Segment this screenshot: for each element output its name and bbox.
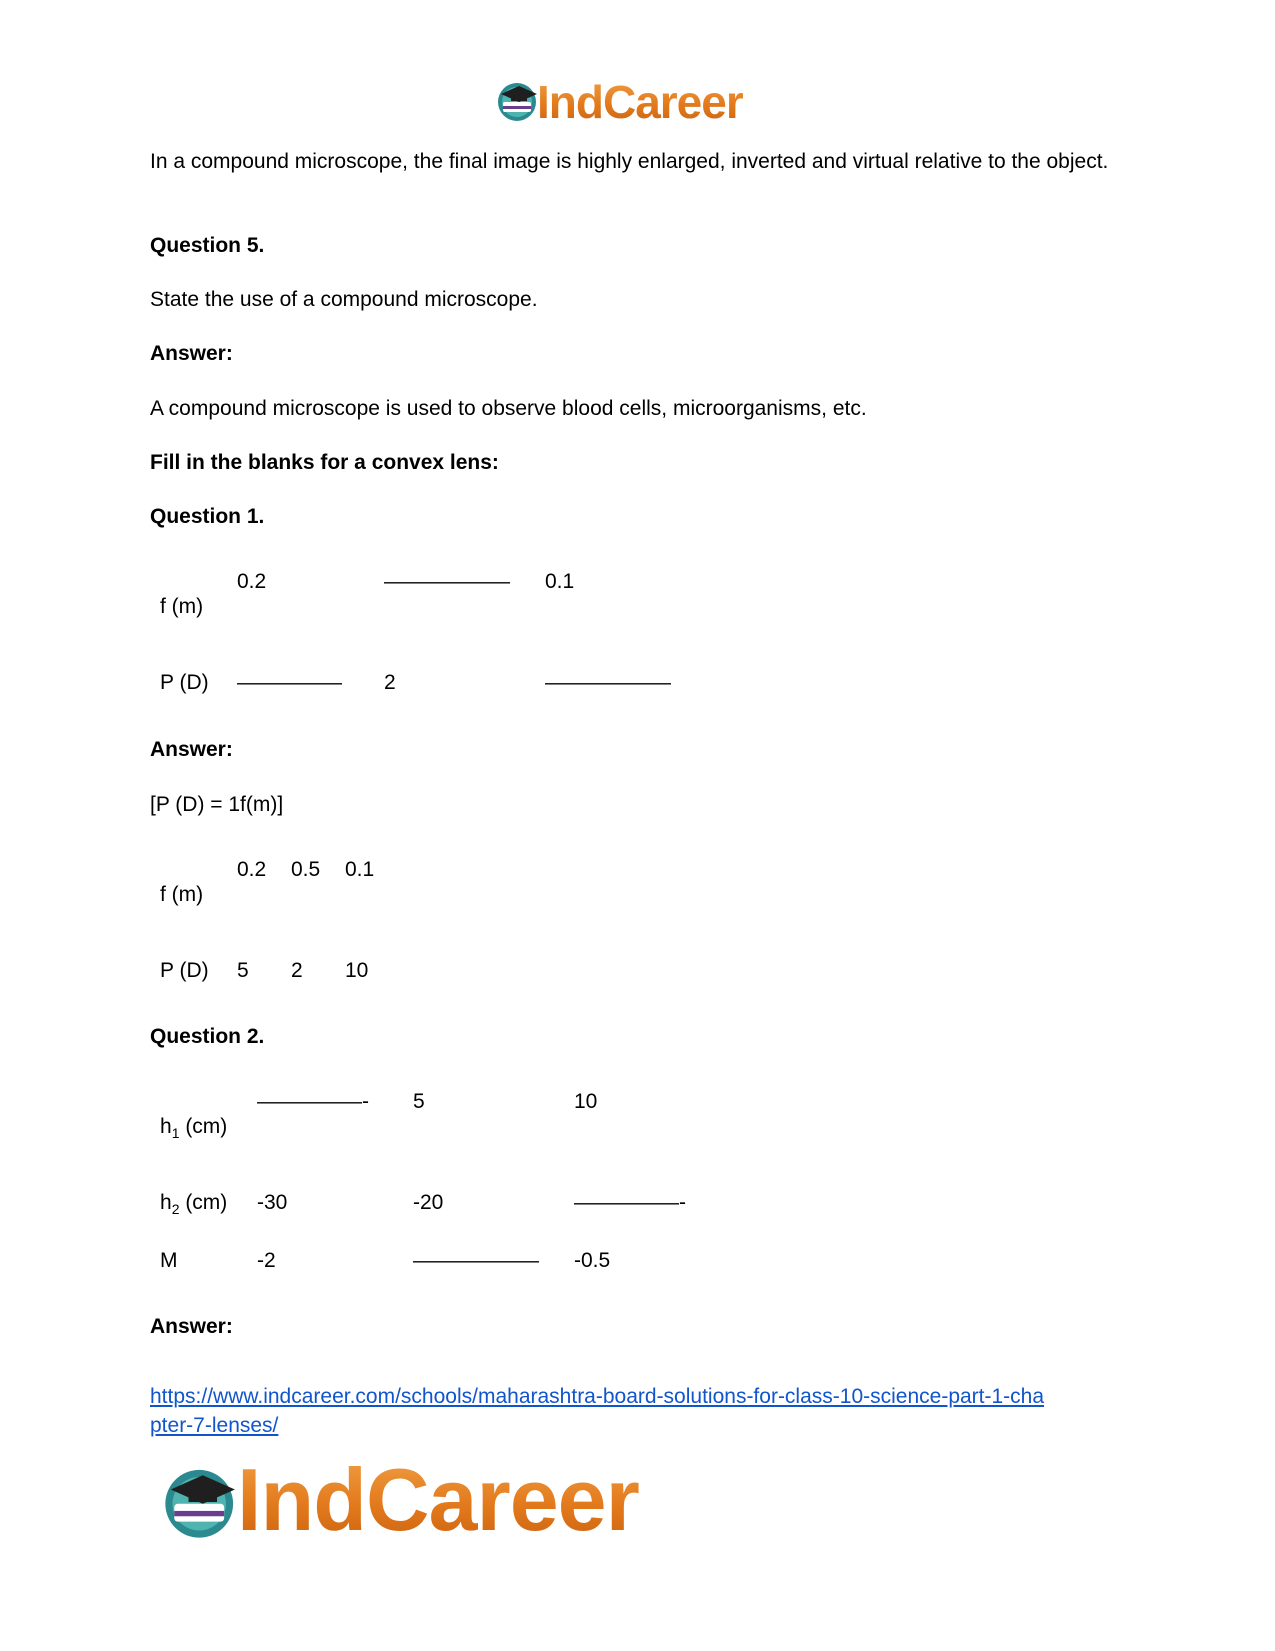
q1-row2-label: P (D) — [160, 671, 209, 694]
q1-row1-cell: 0.2 — [237, 570, 267, 593]
q1-row2-cell: 2 — [384, 671, 396, 694]
q1-answer-row2-cell: 5 — [237, 959, 249, 982]
q2-row1-label: $h_1$ (cm) — [160, 1115, 228, 1142]
q1-answer-row1-cell: 0.1 — [345, 858, 375, 881]
q2-row1-cell: 5 — [413, 1090, 425, 1113]
q2-row1-cell: 10 — [574, 1090, 598, 1113]
q2-row3-cell: -2 — [257, 1249, 276, 1272]
header-logo-text: IndCareer — [537, 76, 743, 128]
q5-answer-label: Answer: — [150, 342, 233, 365]
q1-answer-row1-label: f (m) — [160, 883, 204, 906]
q1-answer-row2-label: P (D) — [160, 959, 209, 982]
q1-answer-row2-cell: 2 — [291, 959, 303, 982]
intro-paragraph: In a compound microscope, the final image is highly enlarged, inverted and virtual relative to the object. — [150, 150, 1109, 173]
q1-row2-cell: ————— — [237, 671, 342, 694]
source-link-line2: pter-7-lenses/ — [150, 1414, 279, 1437]
q2-row2-label: $h_2$ (cm) — [160, 1191, 228, 1218]
q1-row1-cell: —————— — [384, 570, 510, 593]
q1-heading: Question 1. — [150, 505, 265, 528]
fill-blanks-heading: Fill in the blanks for a convex lens: — [150, 451, 499, 474]
q2-answer-label: Answer: — [150, 1315, 233, 1338]
q1-formula: [P (D) = 1f(m)] — [150, 793, 284, 816]
q2-row2-cell: -20 — [413, 1191, 444, 1214]
q1-answer-row2-cell: 10 — [345, 959, 369, 982]
q1-row1-label: f (m) — [160, 595, 204, 618]
q2-heading: Question 2. — [150, 1025, 265, 1048]
q2-row3-cell: —————— — [413, 1249, 539, 1272]
q5-answer: A compound microscope is used to observe blood cells, microorganisms, etc. — [150, 397, 867, 420]
q5-heading: Question 5. — [150, 234, 265, 257]
q1-answer-row1-cell: 0.5 — [291, 858, 321, 881]
source-link-line1: https://www.indcareer.com/schools/maharashtra-board-solutions-for-class-10-science-part-1-cha — [150, 1385, 1045, 1408]
q2-row2-cell: —————- — [574, 1191, 686, 1214]
footer-logo-text: IndCareer — [237, 1448, 639, 1552]
q1-answer-row1-cell: 0.2 — [237, 858, 267, 881]
q1-answer-label: Answer: — [150, 738, 233, 761]
graduation-cap-book-icon — [160, 1462, 242, 1542]
q1-row1-cell: 0.1 — [545, 570, 575, 593]
q2-row2-cell: -30 — [257, 1191, 288, 1214]
q2-row3-cell: -0.5 — [574, 1249, 611, 1272]
q1-row2-cell: —————— — [545, 671, 671, 694]
q5-question: State the use of a compound microscope. — [150, 288, 538, 311]
source-link[interactable] — [150, 1382, 1150, 1440]
q2-row1-cell: —————- — [257, 1090, 369, 1113]
q2-row3-label: M — [160, 1249, 178, 1272]
graduation-cap-book-icon — [495, 80, 541, 122]
